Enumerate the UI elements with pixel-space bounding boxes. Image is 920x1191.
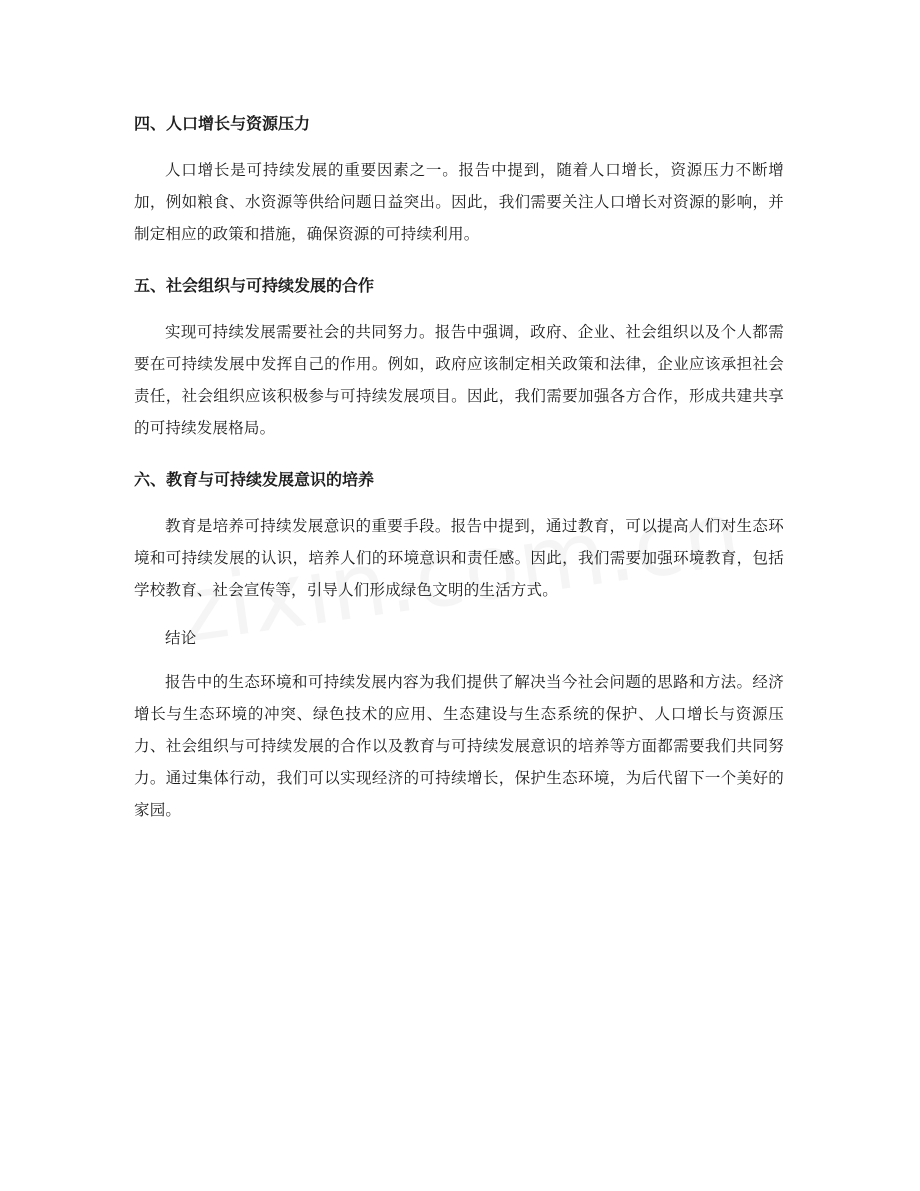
conclusion-label: 结论 [165,629,197,647]
section-heading-4: 四、人口增长与资源压力 [134,114,311,133]
section-5-paragraph: 实现可持续发展需要社会的共同努力。报告中强调，政府、企业、社会组织以及个人都需要在可持续发展中发挥自己的作用。例如，政府应该制定相关政策和法律，企业应该承担社会责任，社会组织应该积极参与可持续发展项目。因此，我们需要加强各方合作，形成共建共享的可持续发展格局。 [134,323,784,437]
section-heading-6: 六、教育与可持续发展意识的培养 [134,470,375,489]
section-heading-5: 五、社会组织与可持续发展的合作 [134,276,375,295]
conclusion-paragraph: 报告中的生态环境和可持续发展内容为我们提供了解决当今社会问题的思路和方法。经济增长与生态环境的冲突、绿色技术的应用、生态建设与生态系统的保护、人口增长与资源压力、社会组织与可持续发展的合作以及教育与可持续发展意识的培养等方面都需要我们共同努力。通过集体行动，我们可以实现经济的可持续增长，保护生态环境，为后代留下一个美好的家园。 [134,673,784,819]
section-4-paragraph: 人口增长是可持续发展的重要因素之一。报告中提到，随着人口增长，资源压力不断增加，例如粮食、水资源等供给问题日益突出。因此，我们需要关注人口增长对资源的影响，并制定相应的政策和措施，确保资源的可持续利用。 [134,161,784,243]
document-body [134,104,784,842]
section-6-paragraph: 教育是培养可持续发展意识的重要手段。报告中提到，通过教育，可以提高人们对生态环境和可持续发展的认识，培养人们的环境意识和责任感。因此，我们需要加强环境教育，包括学校教育、社会宣传等，引导人们形成绿色文明的生活方式。 [134,517,784,599]
